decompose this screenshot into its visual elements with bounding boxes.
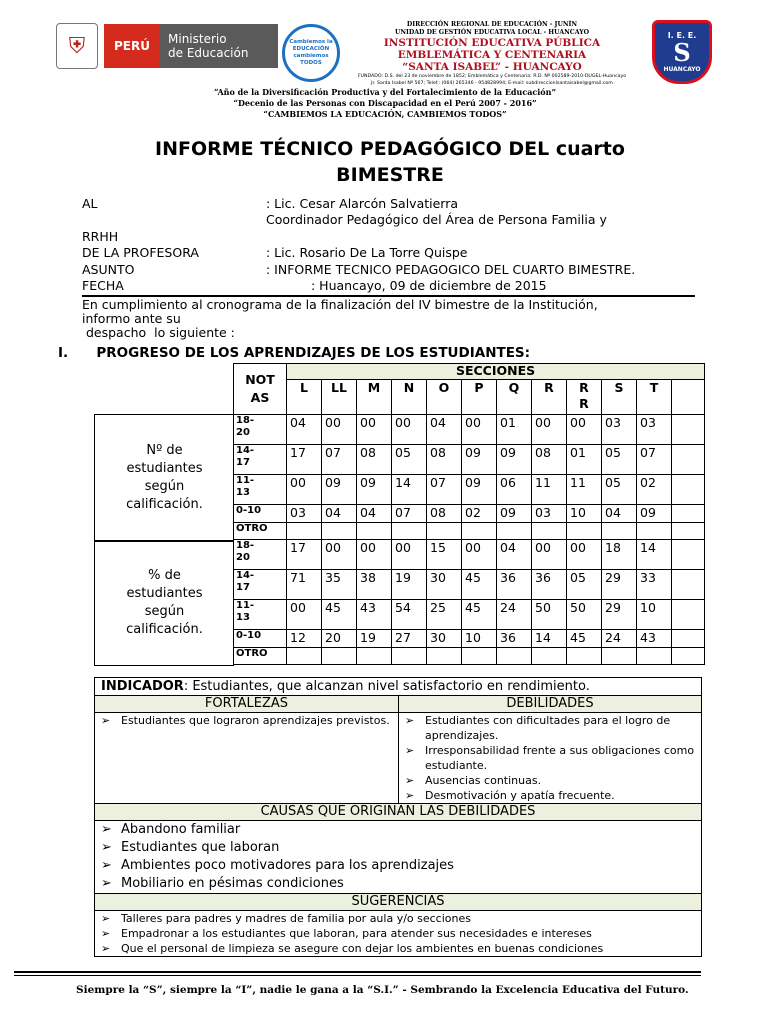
campaign-badge — [282, 24, 340, 82]
grade-range-line2: 20 — [236, 427, 250, 438]
intro-line3: despacho lo siguiente : — [82, 325, 235, 340]
table-cell: 09 — [462, 445, 497, 475]
field-profesora-value: : Lic. Rosario De La Torre Quispe — [266, 245, 468, 260]
title-line1: INFORME TÉCNICO PEDAGÓGICO DEL cuarto — [155, 138, 625, 160]
direccion-regional: DIRECCIÓN REGIONAL DE EDUCACIÓN - JUNÍN — [406, 21, 578, 28]
causas-list — [95, 821, 701, 894]
table-cell: 00 — [462, 540, 497, 570]
table-cell: 05 — [602, 445, 637, 475]
table-cell — [462, 648, 497, 665]
contact-info: Jr. Santa Isabel Nº 567; Telef.: (064) 265346 - 954828994; E-mail: subdireccionlsantaisabel@gmail.com — [371, 81, 613, 86]
table-cell — [322, 523, 357, 540]
table-cell: 54 — [392, 600, 427, 630]
table-cell: 18 — [602, 540, 637, 570]
table-cell: 00 — [392, 540, 427, 570]
table-cell: 07 — [637, 445, 672, 475]
table-cell — [672, 445, 705, 475]
table-cell: 04 — [497, 540, 532, 570]
campaign-badge-text: Cambiemos la EDUCACIÓN cambiemos TODOS — [289, 39, 333, 66]
sugerencias-list — [95, 911, 701, 956]
table-cell: 00 — [357, 540, 392, 570]
table-cell: 09 — [497, 445, 532, 475]
table-row — [234, 600, 705, 630]
table-cell — [497, 523, 532, 540]
table-cell: 00 — [357, 415, 392, 445]
table-cell: 00 — [392, 415, 427, 445]
table-cell: 09 — [637, 505, 672, 523]
title-line2: BIMESTRE — [336, 164, 444, 186]
table-cell — [462, 523, 497, 540]
table-cell — [672, 600, 705, 630]
list-item: ➢ Que el personal de limpieza se asegure con dejar los ambientes en buenas condiciones — [95, 941, 701, 956]
field-profesora-label: DE LA PROFESORA — [82, 245, 199, 260]
section-letters-row — [234, 380, 705, 415]
motto-2: “Decenio de las Personas con Discapacidad en el Perú 2007 - 2016” — [233, 98, 537, 108]
field-al-value-2: Coordinador Pedagógico del Área de Persona Familia y — [266, 212, 607, 227]
table-cell: 00 — [567, 540, 602, 570]
table-cell: 05 — [567, 570, 602, 600]
intro-line1: En cumplimiento al cronograma de la finalización del IV bimestre de la Institución, — [82, 297, 598, 312]
table-row — [234, 445, 705, 475]
table-cell — [392, 523, 427, 540]
grade-range-line1: 0-10 — [236, 505, 262, 516]
table-cell: 36 — [532, 570, 567, 600]
footer-rule-thin — [14, 975, 701, 976]
section-letter: T — [637, 380, 672, 415]
table-cell: 08 — [427, 505, 462, 523]
grade-range-label — [234, 570, 287, 600]
table-cell — [287, 523, 322, 540]
list-item: ➢ Estudiantes que lograron aprendizajes previstos. — [95, 713, 398, 728]
grade-range-line1: 14- — [236, 570, 255, 581]
table-cell: 43 — [637, 630, 672, 648]
table-cell: 17 — [287, 445, 322, 475]
grade-range-label — [234, 505, 287, 523]
grade-range-line1: 18- — [236, 540, 255, 551]
ministerio-logo — [56, 22, 286, 70]
indicator-table — [94, 677, 702, 957]
table-cell: 01 — [567, 445, 602, 475]
table-cell: 07 — [427, 475, 462, 505]
table-cell: 12 — [287, 630, 322, 648]
table-row — [234, 648, 705, 665]
list-item: ➢ Ambientes poco motivadores para los aprendizajes — [95, 857, 701, 875]
grade-range-line2: 20 — [236, 552, 250, 563]
table-cell — [672, 415, 705, 445]
grade-range-label — [234, 648, 287, 665]
notas-line1: NOT — [245, 372, 275, 387]
table-cell: 00 — [322, 540, 357, 570]
table-row — [234, 630, 705, 648]
table-cell — [427, 648, 462, 665]
section-letter: M — [357, 380, 392, 415]
institution-header — [336, 21, 648, 87]
section-letter: L — [287, 380, 322, 415]
section-letter: Q — [497, 380, 532, 415]
indicator-text: : Estudiantes, que alcanzan nivel satisfactorio en rendimiento. — [183, 679, 590, 694]
institution-name: INSTITUCIÓN EDUCATIVA PÚBLICA EMBLEMÁTICA Y CENTENARIA — [383, 37, 601, 61]
table-cell: 09 — [322, 475, 357, 505]
table-cell — [322, 648, 357, 665]
fortalezas-heading: FORTALEZAS — [95, 696, 399, 712]
grade-range-label — [234, 475, 287, 505]
table-cell: 11 — [532, 475, 567, 505]
ministerio-line1: Ministerio — [168, 32, 227, 46]
field-rrhh: RRHH — [82, 229, 119, 244]
table-cell — [672, 648, 705, 665]
fd-content-row — [95, 713, 701, 804]
ministerio-label — [160, 24, 278, 68]
table-cell: 07 — [392, 505, 427, 523]
table-cell — [532, 523, 567, 540]
table-cell: 08 — [427, 445, 462, 475]
causas-heading: CAUSAS QUE ORIGINAN LAS DEBILIDADES — [95, 804, 701, 821]
table-cell — [567, 523, 602, 540]
grade-range-label — [234, 600, 287, 630]
table-cell: 24 — [602, 630, 637, 648]
section-letter: O — [427, 380, 462, 415]
table-cell — [602, 648, 637, 665]
table-cell: 07 — [322, 445, 357, 475]
table-cell: 09 — [497, 505, 532, 523]
intro-line2: informo ante su — [82, 311, 181, 326]
grade-range-label — [234, 630, 287, 648]
table-cell: 00 — [532, 540, 567, 570]
grade-range-label — [234, 523, 287, 540]
grade-range-line1: 0-10 — [236, 630, 262, 641]
fortalezas-list — [95, 713, 399, 803]
table-cell: 38 — [357, 570, 392, 600]
list-item: ➢ Empadronar a los estudiantes que laboran, para atender sus necesidades e intereses — [95, 926, 701, 941]
peru-coat-of-arms-icon: ⛨ — [56, 23, 98, 69]
table-cell: 29 — [602, 600, 637, 630]
table-cell: 04 — [602, 505, 637, 523]
grade-range-line2: 13 — [236, 487, 250, 498]
table-cell: 09 — [462, 475, 497, 505]
debilidades-list — [399, 713, 701, 803]
section-letter-r2: R — [579, 396, 589, 411]
table-cell: 45 — [462, 600, 497, 630]
shield-bottom-text: HUANCAYO — [663, 66, 701, 73]
table-row — [234, 523, 705, 540]
ministerio-line2: de Educación — [168, 46, 249, 60]
table-cell: 01 — [497, 415, 532, 445]
table-cell: 00 — [532, 415, 567, 445]
table-cell: 04 — [322, 505, 357, 523]
section-letter — [567, 380, 602, 415]
table-row — [234, 505, 705, 523]
table-cell — [672, 523, 705, 540]
grade-range-line1: OTRO — [236, 523, 268, 534]
list-item: ➢ Mobiliario en pésimas condiciones — [95, 875, 701, 893]
table-cell — [357, 648, 392, 665]
table-cell — [637, 523, 672, 540]
grade-range-line1: 11- — [236, 600, 255, 611]
table-cell — [392, 648, 427, 665]
table-cell: 27 — [392, 630, 427, 648]
founding-info: FUNDADO: D.S. del 23 de noviembre de 1852; Emblemática y Centenaria: R.D. Nº 002589-2010-DUGEL-Huancayo — [357, 74, 627, 79]
count-block-label — [94, 414, 234, 542]
notas-line2: AS — [250, 390, 270, 405]
table-cell: 00 — [567, 415, 602, 445]
table-cell — [427, 523, 462, 540]
shield-top-text: I. E. E. — [667, 31, 697, 40]
grades-table — [233, 363, 705, 665]
secciones-header: SECCIONES — [287, 364, 705, 380]
table-cell: 43 — [357, 600, 392, 630]
table-cell: 02 — [637, 475, 672, 505]
table-cell — [567, 648, 602, 665]
field-asunto-value: : INFORME TECNICO PEDAGOGICO DEL CUARTO BIMESTRE. — [266, 262, 636, 277]
table-cell: 11 — [567, 475, 602, 505]
table-cell — [672, 505, 705, 523]
table-cell: 71 — [287, 570, 322, 600]
table-row — [234, 570, 705, 600]
table-cell: 00 — [462, 415, 497, 445]
field-fecha-value: : Huancayo, 09 de diciembre de 2015 — [311, 278, 547, 293]
table-cell: 14 — [392, 475, 427, 505]
table-cell: 03 — [602, 415, 637, 445]
grade-range-label — [234, 415, 287, 445]
table-cell: 50 — [532, 600, 567, 630]
table-cell: 50 — [567, 600, 602, 630]
section-letter — [672, 380, 705, 415]
table-cell — [602, 523, 637, 540]
table-cell: 00 — [287, 475, 322, 505]
grade-range-label — [234, 540, 287, 570]
motto-1: “Año de la Diversificación Productiva y del Fortalecimiento de la Educación” — [213, 87, 557, 97]
table-cell — [672, 630, 705, 648]
table-cell: 24 — [497, 600, 532, 630]
footer-slogan: Siempre la “S”, siempre la “I”, nadie le gana a la “S.I.” - Sembrando la Excelencia Educativa del Futuro. — [76, 984, 689, 996]
indicator-row — [95, 678, 701, 696]
table-cell: 04 — [357, 505, 392, 523]
table-cell: 05 — [392, 445, 427, 475]
table-cell: 10 — [567, 505, 602, 523]
table-cell: 08 — [532, 445, 567, 475]
percent-block-text: % de estudiantes según calificación. — [126, 568, 203, 637]
table-row — [234, 475, 705, 505]
field-al-value: : Lic. Cesar Alarcón Salvatierra — [266, 196, 459, 211]
school-name: “SANTA ISABEL” - HUANCAYO — [402, 61, 582, 73]
grade-range-line1: 18- — [236, 415, 255, 426]
table-cell: 03 — [637, 415, 672, 445]
table-cell: 29 — [602, 570, 637, 600]
table-cell: 02 — [462, 505, 497, 523]
table-cell: 06 — [497, 475, 532, 505]
list-item: ➢ Estudiantes que laboran — [95, 839, 701, 857]
table-cell: 15 — [427, 540, 462, 570]
table-cell: 45 — [567, 630, 602, 648]
list-item: ➢ Talleres para padres y madres de familia por aula y/o secciones — [95, 911, 701, 926]
footer-rule — [14, 971, 701, 973]
table-cell: 09 — [357, 475, 392, 505]
grade-range-line2: 17 — [236, 457, 250, 468]
table-cell: 04 — [427, 415, 462, 445]
motto-3: “CAMBIEMOS LA EDUCACIÓN, CAMBIEMOS TODOS” — [263, 109, 507, 119]
table-cell: 33 — [637, 570, 672, 600]
table-cell — [357, 523, 392, 540]
section-letter: S — [602, 380, 637, 415]
grade-range-line1: 11- — [236, 475, 255, 486]
section-letter-r1: R — [579, 380, 589, 395]
table-cell: 20 — [322, 630, 357, 648]
document-title — [90, 136, 690, 188]
table-cell: 08 — [357, 445, 392, 475]
table-cell: 36 — [497, 570, 532, 600]
table-cell — [672, 475, 705, 505]
table-row — [234, 540, 705, 570]
table-cell: 05 — [602, 475, 637, 505]
table-cell: 45 — [322, 600, 357, 630]
table-cell: 30 — [427, 630, 462, 648]
percent-block-label — [94, 540, 234, 666]
peru-label: PERÚ — [104, 24, 160, 68]
section-letter: R — [532, 380, 567, 415]
table-cell — [637, 648, 672, 665]
unidad-gestion: UNIDAD DE GESTIÓN EDUCATIVA LOCAL - HUANCAYO — [394, 29, 590, 36]
list-item: ➢ Abandono familiar — [95, 821, 701, 839]
table-cell: 25 — [427, 600, 462, 630]
field-asunto-label: ASUNTO — [82, 262, 135, 277]
grade-range-line2: 13 — [236, 612, 250, 623]
table-row — [234, 415, 705, 445]
grade-range-line1: 14- — [236, 445, 255, 456]
fd-header-row — [95, 696, 701, 713]
list-item: ➢ Estudiantes con dificultades para el logro de aprendizajes. — [399, 713, 701, 743]
table-cell: 19 — [357, 630, 392, 648]
table-cell: 00 — [322, 415, 357, 445]
table-cell: 10 — [462, 630, 497, 648]
table-cell — [532, 648, 567, 665]
list-item: ➢ Desmotivación y apatía frecuente. — [399, 788, 701, 803]
notas-header — [234, 364, 287, 415]
table-cell — [497, 648, 532, 665]
section-1-heading: I. PROGRESO DE LOS APRENDIZAJES DE LOS ESTUDIANTES: — [58, 345, 531, 361]
list-item: ➢ Ausencias continuas. — [399, 773, 701, 788]
indicator-label: INDICADOR — [101, 679, 184, 694]
field-al-label: AL — [82, 196, 98, 211]
table-cell: 30 — [427, 570, 462, 600]
list-item: ➢ Irresponsabilidad frente a sus obligaciones como estudiante. — [399, 743, 701, 773]
grade-range-label — [234, 445, 287, 475]
count-block-text: Nº de estudiantes según calificación. — [126, 443, 203, 512]
section-letter: P — [462, 380, 497, 415]
grade-range-line2: 17 — [236, 582, 250, 593]
debilidades-heading: DEBILIDADES — [399, 696, 701, 712]
section-letter: LL — [322, 380, 357, 415]
table-cell — [672, 540, 705, 570]
table-cell: 00 — [287, 600, 322, 630]
table-cell: 19 — [392, 570, 427, 600]
table-cell: 04 — [287, 415, 322, 445]
table-cell: 36 — [497, 630, 532, 648]
table-cell: 10 — [637, 600, 672, 630]
field-fecha-label: FECHA — [82, 278, 124, 293]
grade-range-line1: OTRO — [236, 648, 268, 659]
table-cell: 35 — [322, 570, 357, 600]
section-letter: N — [392, 380, 427, 415]
table-cell: 45 — [462, 570, 497, 600]
table-cell: 03 — [532, 505, 567, 523]
table-header-row — [234, 364, 705, 380]
table-cell: 14 — [532, 630, 567, 648]
intro-paragraph — [82, 298, 702, 340]
table-cell: 03 — [287, 505, 322, 523]
sugerencias-heading: SUGERENCIAS — [95, 894, 701, 911]
shield-letter: S — [673, 38, 691, 67]
table-cell — [672, 570, 705, 600]
table-cell — [287, 648, 322, 665]
school-shield-logo — [652, 20, 712, 84]
table-cell: 14 — [637, 540, 672, 570]
table-cell: 17 — [287, 540, 322, 570]
